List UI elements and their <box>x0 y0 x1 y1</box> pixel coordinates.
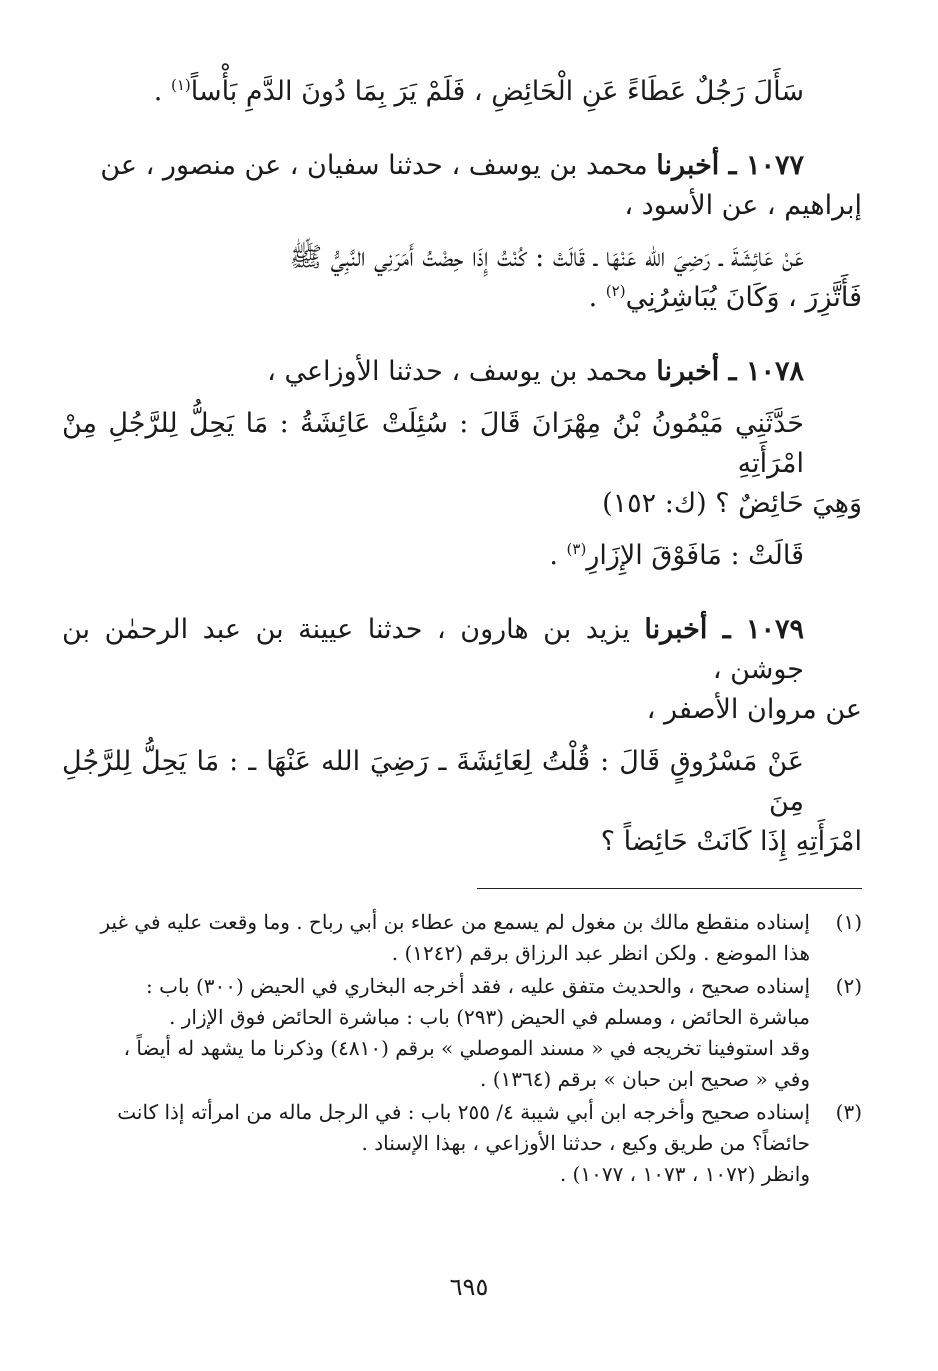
footnote-ref: (٢) <box>605 282 626 300</box>
hadith-text-line: عَنْ عَائِشَةَ ـ رَضِيَ الله عَنْهَا ـ قَالَتْ : كُنْتُ إِذَا حِضْتُ أَمَرَنِي النَّبِيُّ ﷺ <box>289 242 804 273</box>
footnote-line: إسناده صحيح ، والحديث متفق عليه ، فقد أخرجه البخاري في الحيض (٣٠٠) باب : <box>146 974 810 998</box>
footnote-line: إسناده منقطع مالك بن مغول لم يسمع من عطاء بن أبي رباح . وما وقعت عليه في غير <box>100 910 810 934</box>
footnote-line: وقد استوفينا تخريجه في « مسند الموصلي » برقم (٤٨١٠) وذكرنا ما يشهد له أيضاً ، <box>123 1036 810 1060</box>
hadith-1079 <box>62 610 862 862</box>
footnote-line: وانظر (١٠٧٢ ، ١٠٧٣ ، ١٠٧٧) . <box>559 1162 810 1186</box>
footnote-line: وفي « صحيح ابن حبان » برقم (١٣٦٤) . <box>479 1067 810 1091</box>
hadith-number: ١٠٧٨ ـ <box>719 356 804 387</box>
hadith-text-line: قَالَتْ : مَافَوْقَ الإِزَارِ$^{(٣)}$ . <box>549 540 804 571</box>
hadith-text-line: عَنْ مَسْرُوقٍ قَالَ : قُلْتُ لِعَائِشَةَ ـ رَضِيَ الله عَنْهَا ـ : مَا يَحِلُّ لِلرَّجُلِ مِنَ <box>62 746 804 817</box>
footnote-line: حائضاً؟ من طريق وكيع ، حدثنا الأوزاعي ، بهذا الإسناد . <box>361 1131 810 1155</box>
isnad-line: عن مروان الأصفر ، <box>646 694 862 725</box>
footnote-number: (٢) <box>835 974 862 998</box>
hadith-text-line: وَهِيَ حَائِضٌ ؟ (ك: ١٥٢) <box>602 488 862 519</box>
footnote-separator <box>477 888 862 889</box>
footnote-ref: (٣) <box>566 540 587 558</box>
hadith-text-line: سَأَلَ رَجُلٌ عَطَاءً عَنِ الْحَائِضِ ، فَلَمْ يَرَ بِمَا دُونَ الدَّمِ بَأْساً$^{(١)}$ . <box>153 76 804 107</box>
isnad-line: إبراهيم ، عن الأسود ، <box>624 190 862 221</box>
footnote-line: هذا الموضع . ولكن انظر عبد الرزاق برقم (١٢٤٢) . <box>391 941 810 965</box>
footnote <box>62 1097 862 1190</box>
hadith-text-line: فَأَتَّزِرَ ، وَكَانَ يُبَاشِرُنِي$^{(٢)}$ . <box>588 282 862 313</box>
footnote-ref: (١) <box>170 76 191 94</box>
footnote <box>62 971 862 1095</box>
hadith-text-line: حَدَّثَنِي مَيْمُونُ بْنُ مِهْرَانَ قَالَ : سُئِلَتْ عَائِشَةُ : مَا يَحِلُّ لِلرَّجُلِ مِنْ امْرَأَتِهِ <box>62 408 804 479</box>
page-number: ٦٩٥ <box>449 1273 489 1301</box>
footnotes <box>62 907 862 1190</box>
hadith-text-line: امْرَأَتِهِ إِذَا كَانَتْ حَائِضاً ؟ <box>600 826 862 857</box>
isnad-line: ١٠٧٨ ـ أخبرنا محمد بن يوسف ، حدثنا الأوزاعي ، <box>267 356 804 387</box>
hadith-1078 <box>62 352 862 576</box>
hadith-number: ١٠٧٩ ـ <box>707 614 804 645</box>
footnote-line: مباشرة الحائض ، ومسلم في الحيض (٢٩٣) باب : مباشرة الحائض فوق الإزار . <box>169 1005 810 1029</box>
hadith-1077 <box>62 146 862 318</box>
footnote-number: (١) <box>835 910 862 934</box>
hadith-number: ١٠٧٧ ـ <box>719 150 804 181</box>
isnad-lead: أخبرنا <box>656 150 720 181</box>
isnad-line: ١٠٧٧ ـ أخبرنا محمد بن يوسف ، حدثنا سفيان ، عن منصور ، عن <box>100 150 804 181</box>
footnote <box>62 907 862 969</box>
isnad-lead: أخبرنا <box>656 356 720 387</box>
isnad-line: ١٠٧٩ ـ أخبرنا يزيد بن هارون ، حدثنا عيينة بن عبد الرحمٰن بن جوشن ، <box>62 614 804 685</box>
footnote-line: إسناده صحيح وأخرجه ابن أبي شيبة ٤/ ٢٥٥ باب : في الرجل ماله من امرأته إذا كانت <box>117 1100 810 1124</box>
footnote-number: (٣) <box>835 1100 862 1124</box>
isnad-lead: أخبرنا <box>644 614 708 645</box>
